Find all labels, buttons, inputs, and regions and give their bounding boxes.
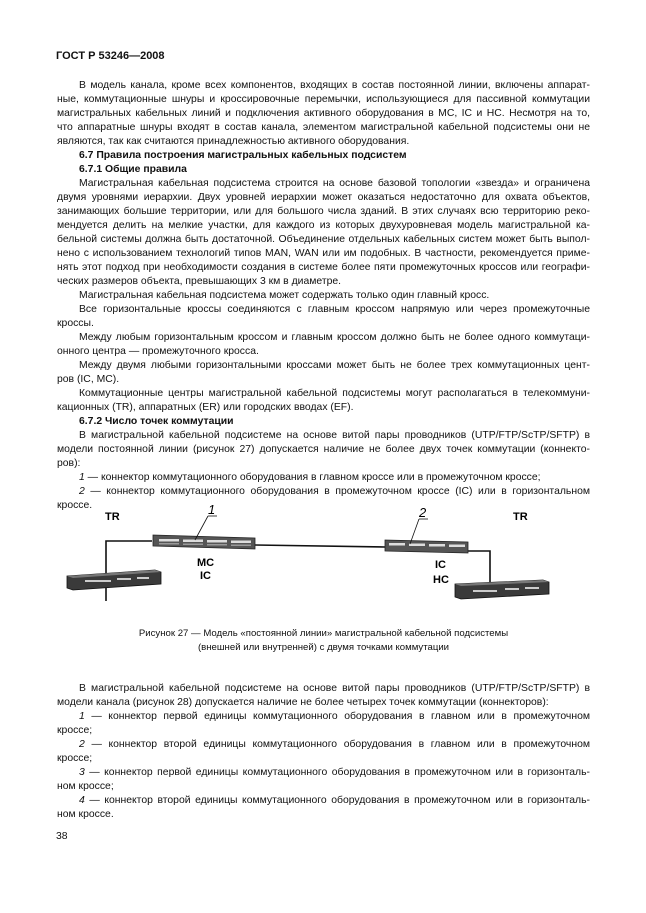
text-line: Коммутационные центры магистральной кабельной подсистемы могут располагаться в телекоммуни-	[79, 388, 590, 399]
list-item	[57, 766, 590, 780]
label-mc: MC	[197, 557, 215, 569]
text-line: В магистральной кабельной подсистеме на основе витой пары проводников (UTP/FTP/ScTP/SFTP) в	[79, 683, 590, 694]
list-number: 1	[79, 472, 85, 483]
leader-line-2	[410, 519, 419, 544]
text-line: нять этот подход при необходимости создания в системе более пяти промежуточных кроссов или географи-	[57, 262, 590, 273]
text-block-1	[57, 79, 590, 513]
list-item	[57, 710, 590, 724]
list-item	[57, 794, 590, 808]
label-ic-right: IC	[435, 559, 446, 571]
text-line: В магистральной кабельной подсистеме на основе витой пары проводников (UTP/FTP/ScTP/SFTP) в	[79, 430, 590, 441]
patch-panel-2-icon	[385, 540, 468, 553]
text-line: ров (IC, MC).	[57, 374, 120, 385]
text-line: занимающих большие территории, или для большого числа зданий. В этих случаях всю территорию реко-	[57, 206, 590, 217]
text-line: ном кроссе;	[57, 781, 114, 792]
list-number: 4	[79, 795, 85, 806]
switch-left-icon	[67, 570, 161, 590]
text-line: В модель канала, кроме всех компонентов, входящих в состав постоянной линии, включены аппарат-	[79, 80, 590, 91]
list-item	[57, 738, 590, 752]
list-text: — коннектор первой единицы коммутационного оборудования в главном или в промежуточном	[91, 711, 590, 722]
text-line: модели постоянной линии (рисунок 27) допускается наличие не более двух точек коммутации (коннекто-	[57, 444, 590, 455]
text-line: кроссе.	[57, 500, 93, 511]
label-ic-left: IC	[200, 570, 211, 582]
list-number: 2	[79, 739, 85, 750]
caption-line: Рисунок 27 — Модель «постоянной линии» магистральной кабельной подсистемы	[138, 628, 509, 639]
label-tr-left: TR	[105, 511, 120, 523]
list-item	[57, 485, 590, 499]
list-text: — коннектор второй единицы коммутационного оборудования в промежуточном или в горизонталь-	[89, 795, 590, 806]
text-line: онного центра — промежуточного кросса.	[57, 346, 259, 357]
cable-right	[465, 551, 490, 582]
page-number: 38	[56, 831, 68, 842]
list-text: — коннектор первой единицы коммутационного оборудования в промежуточном или в горизонталь-	[89, 767, 590, 778]
text-line: ческих размеров объекта, превышающих 3 км в диаметре.	[57, 276, 342, 287]
patch-panel-1-icon	[153, 535, 255, 549]
list-number: 1	[79, 711, 85, 722]
text-line: магистральных кабельных линий и подключения активного оборудования в МС, IC и НС. Несмотря на то,	[57, 108, 590, 119]
text-line: Между двумя любыми горизонтальными кроссами может быть не более трех коммутационных цент-	[79, 360, 590, 371]
figure-27-diagram	[55, 500, 595, 625]
section-heading-6-7-2: 6.7.2 Число точек коммутации	[79, 416, 234, 427]
text-line: модели канала (рисунок 28) допускается наличие не более четырех точек коммутации (коннекторов):	[57, 697, 549, 708]
label-tr-right: TR	[513, 511, 528, 523]
text-line: кационных (TR), аппаратных (ER) или городских вводах (EF).	[57, 402, 354, 413]
figure-caption	[57, 627, 590, 655]
text-line: ров):	[57, 458, 81, 469]
text-block-2	[57, 682, 590, 822]
list-number: 2	[79, 486, 85, 497]
cable-backbone	[255, 545, 385, 547]
text-line: бельной системы должна быть достаточной. Объединение отдельных кабельных систем может быть выпол-	[57, 234, 590, 245]
text-line: кроссе;	[57, 725, 93, 736]
list-number: 3	[79, 767, 85, 778]
label-point-2: 2	[419, 505, 427, 520]
section-heading-6-7-1: 6.7.1 Общие правила	[79, 164, 187, 175]
text-line: являются, так как считаются принадлежностью активного оборудования.	[57, 136, 410, 147]
list-text: — коннектор коммутационного оборудования в главном кроссе или в промежуточном кроссе;	[87, 472, 541, 483]
list-text: — коннектор второй единицы коммутационного оборудования в главном или в промежуточном	[91, 739, 590, 750]
document-header: ГОСТ Р 53246—2008	[56, 50, 165, 62]
text-line: двумя уровнями иерархии. Двух уровней иерархии может оказаться недостаточно для охвата объектов,	[57, 192, 590, 203]
text-line: мендуется делить на мелкие участки, для каждого из которых двухуровневая модель магистральной ка-	[57, 220, 590, 231]
label-point-1: 1	[208, 502, 216, 517]
section-heading-6-7: 6.7 Правила построения магистральных кабельных подсистем	[79, 150, 407, 161]
label-hc: HC	[433, 574, 449, 586]
text-line: Магистральная кабельная подсистема может содержать только один главный кросс.	[79, 290, 490, 301]
text-line: ные, коммутационные шнуры и кроссировочные перемычки, использующиеся для пассивной коммутации	[57, 94, 590, 105]
text-line: кроссе;	[57, 753, 93, 764]
switch-right-icon	[455, 580, 549, 599]
caption-line: (внешней или внутренней) с двумя точками коммутации	[197, 642, 450, 653]
text-line: Все горизонтальные кроссы соединяются с главным кроссом напрямую или через промежуточные	[79, 304, 590, 315]
text-line: Между любым горизонтальным кроссом и главным кроссом должно быть не более одного коммутаци-	[79, 332, 590, 343]
list-text: — коннектор коммутационного оборудования в промежуточном кроссе (IC) или в горизонтальном	[90, 486, 590, 497]
text-line: что аппаратные шнуры входят в состав канала, элементом магистральной кабельной подсистемы они не	[57, 122, 590, 133]
text-line: ном кроссе.	[57, 809, 114, 820]
text-line: Магистральная кабельная подсистема строится на основе базовой топологии «звезда» и ограничена	[79, 178, 590, 189]
text-line: нено с использованием технологий типов MAN, WAN или им подобных. В частности, рекомендуется приме-	[57, 248, 590, 259]
list-item	[57, 471, 590, 485]
text-line: кроссы.	[57, 318, 94, 329]
